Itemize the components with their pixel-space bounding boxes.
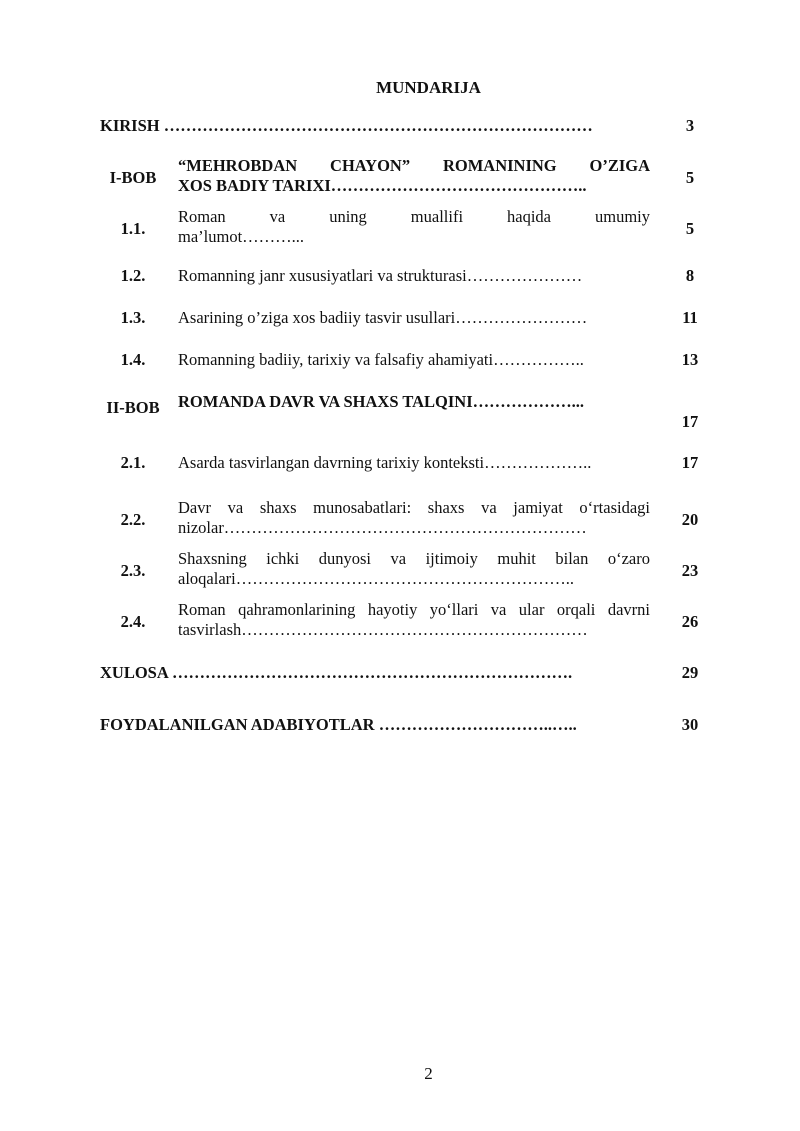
toc-entry-page: 17 [681, 453, 699, 472]
toc-entry-text: Romanning janr xususiyatlari va strukturasi………………… [178, 266, 583, 285]
toc-entry-text: KIRISH …………………………………………………………………… [100, 116, 593, 135]
toc-entry-page: 23 [681, 561, 699, 580]
toc-entry-page: 29 [681, 663, 699, 682]
toc-entry-text-line1: “MEHROBDAN CHAYON” ROMANINING O’ZIGA [178, 156, 650, 175]
toc-entry-number: 2.4. [120, 612, 146, 631]
toc-entry-text-line1: Davr va shaxs munosabatlari: shaxs va jamiyat o‘rtasidagi [178, 498, 650, 517]
toc-entry-text: Romanning badiiy, tarixiy va falsafiy ahamiyati…………….. [178, 350, 584, 369]
toc-entry-text: ROMANDA DAVR VA SHAXS TALQINI………………... [178, 392, 584, 411]
toc-entry-text: FOYDALANILGAN ADABIYOTLAR …………………………..….. [100, 715, 577, 734]
toc-entry-text-line2: XOS BADIY TARIXI……………………………………….. [178, 176, 587, 195]
toc-entry-page: 8 [685, 266, 695, 285]
toc-entry-text-line2: ma’lumot………... [178, 227, 305, 246]
toc-entry-page: 30 [681, 715, 699, 734]
toc-entry-number: 2.3. [120, 561, 146, 580]
toc-entry-text-line2: aloqalari…………………………………………………….. [178, 569, 574, 588]
toc-entry-page: 13 [681, 350, 699, 369]
toc-entry-text: Asarda tasvirlangan davrning tarixiy konteksti……………….. [178, 453, 592, 472]
toc-entry-text [178, 600, 650, 640]
toc-entry-text [178, 498, 650, 538]
toc-entry-page: 5 [685, 168, 695, 187]
toc-entry-page: 17 [681, 412, 699, 431]
toc-entry-number: I-BOB [109, 168, 157, 187]
toc-entry-number: 1.4. [120, 350, 146, 369]
toc-entry-page: 3 [685, 116, 695, 135]
page-number: 2 [424, 1064, 433, 1083]
toc-entry-text-line1: Shaxsning ichki dunyosi va ijtimoiy muhit bilan o‘zaro [178, 549, 650, 568]
toc-entry-text-line1: Roman va uning muallifi haqida umumiy [178, 207, 650, 226]
toc-entry-page: 26 [681, 612, 699, 631]
toc-entry-text-line2: tasvirlash……………………………………………………… [178, 620, 588, 639]
toc-entry-text-line2: nizolar………………………………………………………… [178, 518, 587, 537]
toc-entry-text [178, 156, 650, 196]
toc-entry-text-line1: Roman qahramonlarining hayotiy yo‘llari va ular orqali davrni [178, 600, 650, 619]
toc-entry-page: 20 [681, 510, 699, 529]
toc-entry-number: 1.1. [120, 219, 146, 238]
toc-entry-number: 1.2. [120, 266, 146, 285]
toc-entry-page: 5 [685, 219, 695, 238]
page-title: MUNDARIJA [376, 78, 481, 97]
toc-entry-number: 2.1. [120, 453, 146, 472]
toc-entry-text: Asarining o’ziga xos badiiy tasvir usullari…………………… [178, 308, 588, 327]
toc-entry-text [178, 549, 650, 589]
toc-entry-text [178, 207, 650, 247]
toc-entry-text: XULOSA ………………………………………………………………. [100, 663, 573, 682]
toc-entry-number: 1.3. [120, 308, 146, 327]
toc-entry-number: 2.2. [120, 510, 146, 529]
toc-entry-page: 11 [682, 308, 698, 327]
toc-entry-number: II-BOB [106, 398, 160, 417]
